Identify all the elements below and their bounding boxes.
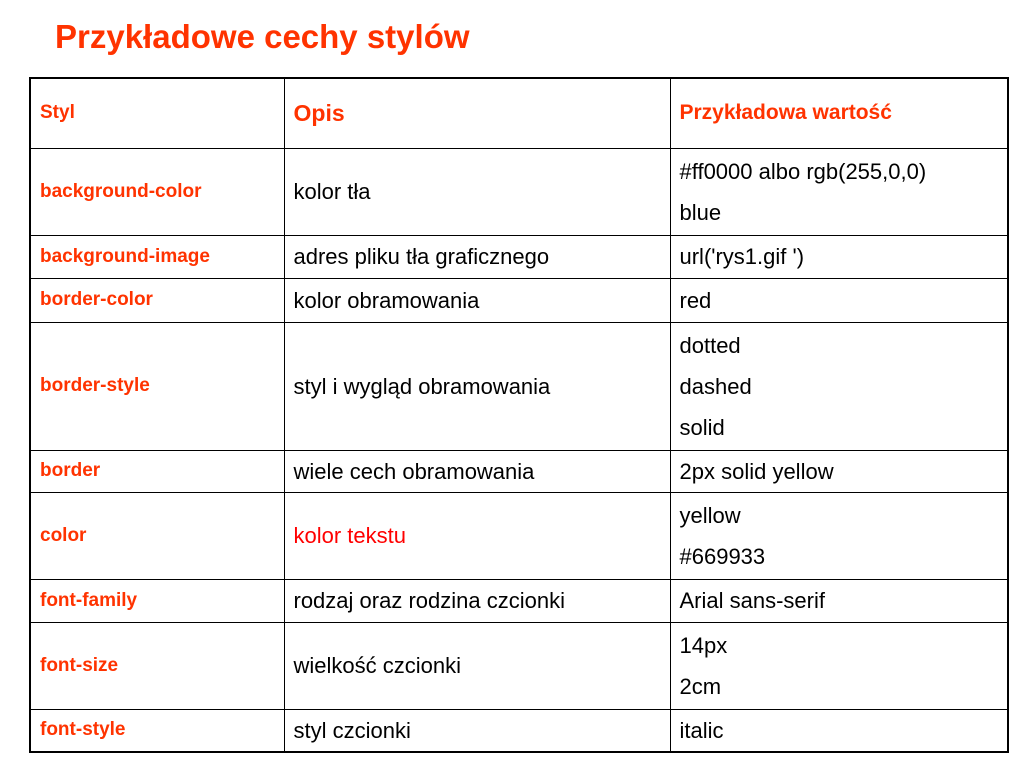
example-value: yellow — [679, 502, 741, 528]
property-description: rodzaj oraz rodzina czcionki — [284, 579, 670, 622]
property-example-values — [670, 235, 1008, 278]
example-value: italic — [679, 717, 724, 743]
table-row — [30, 709, 1008, 752]
property-name: background-color — [30, 148, 284, 235]
property-example-values — [670, 450, 1008, 492]
property-example-values — [670, 709, 1008, 752]
example-value: 14px — [679, 632, 728, 658]
property-example-values — [670, 278, 1008, 322]
property-description: kolor tekstu — [284, 492, 670, 579]
example-value: url('rys1.gif ') — [679, 244, 805, 269]
example-value: Arial sans-serif — [679, 588, 825, 613]
property-description: kolor obramowania — [284, 278, 670, 322]
property-name: border-color — [30, 278, 284, 322]
example-value: dotted — [679, 332, 741, 358]
property-name: background-image — [30, 235, 284, 278]
table-row — [30, 322, 1008, 450]
example-value: 2cm — [679, 673, 722, 699]
property-description: styl i wygląd obramowania — [284, 322, 670, 450]
property-example-values — [670, 322, 1008, 450]
table-row — [30, 579, 1008, 622]
example-value: 2px solid yellow — [679, 458, 834, 484]
property-example-values — [670, 148, 1008, 235]
property-example-values — [670, 579, 1008, 622]
property-example-values — [670, 622, 1008, 709]
header-styl: Styl — [30, 78, 284, 148]
example-value: dashed — [679, 373, 752, 399]
table-row — [30, 235, 1008, 278]
header-opis: Opis — [284, 78, 670, 148]
table-row — [30, 278, 1008, 322]
example-value: #669933 — [679, 543, 766, 569]
example-value: blue — [679, 199, 722, 225]
property-name: border-style — [30, 322, 284, 450]
property-description: wiele cech obramowania — [284, 450, 670, 492]
example-value: solid — [679, 414, 725, 440]
property-name: font-family — [30, 579, 284, 622]
property-name: color — [30, 492, 284, 579]
table-row — [30, 622, 1008, 709]
table-row — [30, 492, 1008, 579]
header-przykladowa-wartosc: Przykładowa wartość — [670, 78, 1008, 148]
example-value: #ff0000 albo rgb(255,0,0) — [679, 158, 927, 184]
css-properties-table — [29, 77, 1009, 753]
property-name: font-size — [30, 622, 284, 709]
property-name: border — [30, 450, 284, 492]
property-description: adres pliku tła graficznego — [284, 235, 670, 278]
page-title: Przykładowe cechy stylów — [55, 18, 470, 55]
property-description: wielkość czcionki — [284, 622, 670, 709]
property-description: styl czcionki — [284, 709, 670, 752]
table-header-row — [30, 78, 1008, 148]
property-name: font-style — [30, 709, 284, 752]
table-row — [30, 148, 1008, 235]
example-value: red — [679, 287, 712, 313]
table-row — [30, 450, 1008, 492]
property-description: kolor tła — [284, 148, 670, 235]
property-example-values — [670, 492, 1008, 579]
